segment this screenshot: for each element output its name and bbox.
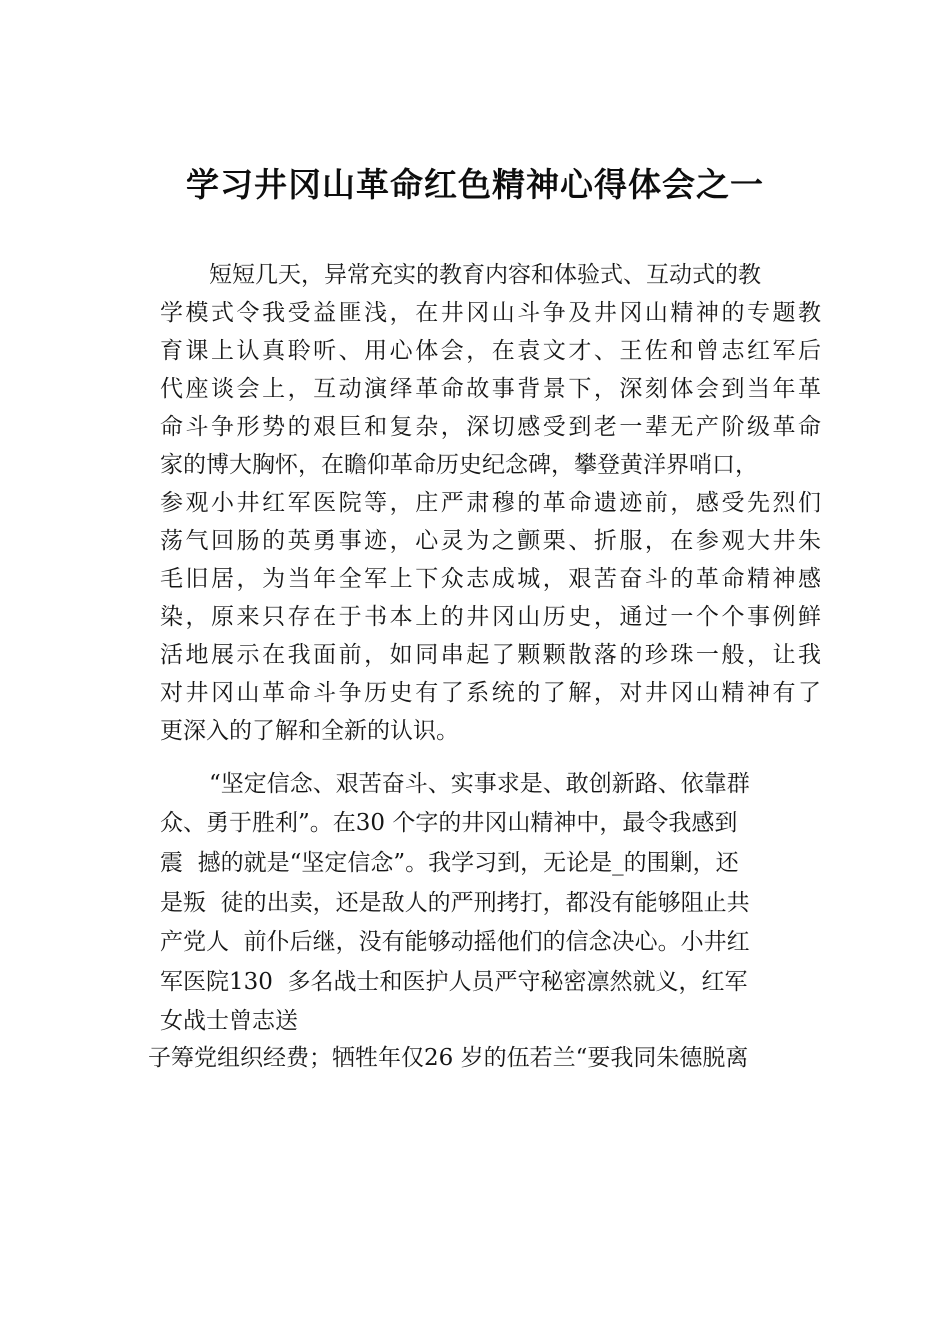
paragraph1-line-7: 参观小井红军医院等，庄严肃穆的革命遗迹前，感受先烈们 [160,490,821,516]
document-title: 学习井冈山革命红色精神心得体会之一 [186,165,764,204]
paragraph1-line-3: 育课上认真聆听、用心体会，在袁文才、王佐和曾志红军后 [160,338,821,364]
paragraph1-line-13: 更深入的了解和全新的认识。 [160,718,459,744]
paragraph1-line-1: 短短几天，异常充实的教育内容和体验式、互动式的教 [209,262,761,288]
paragraph1-line-5: 命斗争形势的艰巨和复杂，深切感受到老一辈无产阶级革命 [160,414,821,440]
paragraph1-line-12: 对井冈山革命斗争历史有了系统的了解，对井冈山精神有了 [160,680,821,706]
paragraph1-line-9: 毛旧居，为当年全军上下众志成城，艰苦奋斗的革命精神感 [160,566,821,592]
paragraph1-line-10: 染，原来只存在于书本上的井冈山历史，通过一个个事例鲜 [160,604,821,630]
paragraph2-line-1: “坚定信念、艰苦奋斗、实事求是、敢创新路、依靠群 [209,771,750,797]
paragraph1-line-8: 荡气回肠的英勇事迹，心灵为之颤栗、折服，在参观大井朱 [160,528,821,554]
paragraph2-line-4: 是叛 徒的出卖，还是敌人的严刑拷打，都没有能够阻止共 [160,890,750,916]
paragraph1-line-6: 家的博大胸怀，在瞻仰革命历史纪念碑，攀登黄洋界哨口， [160,452,758,478]
paragraph2-line-6: 军医院130 多名战士和医护人员严守秘密凛然就义，红军 [160,969,748,995]
paragraph1-line-11: 活地展示在我面前，如同串起了颗颗散落的珍珠一般，让我 [160,642,821,668]
paragraph2-line-2: 众、勇于胜利”。在30 个字的井冈山精神中，最令我感到 [160,810,738,836]
paragraph2-line-3: 震 撼的就是“坚定信念”。我学习到，无论是_的围剿，还 [160,850,739,876]
paragraph2-line-7: 女战士曾志送 [160,1008,298,1034]
paragraph1-line-4: 代座谈会上，互动演绎革命故事背景下，深刻体会到当年革 [160,376,821,402]
paragraph2-line-5: 产党人 前仆后继，没有能够动摇他们的信念决心。小井红 [160,929,750,955]
paragraph1-line-2: 学模式令我受益匪浅，在井冈山斗争及井冈山精神的专题教 [160,300,821,326]
paragraph2-line-8: 子筹党组织经费；牺牲年仅26 岁的伍若兰“要我同朱德脱离 [148,1045,749,1071]
